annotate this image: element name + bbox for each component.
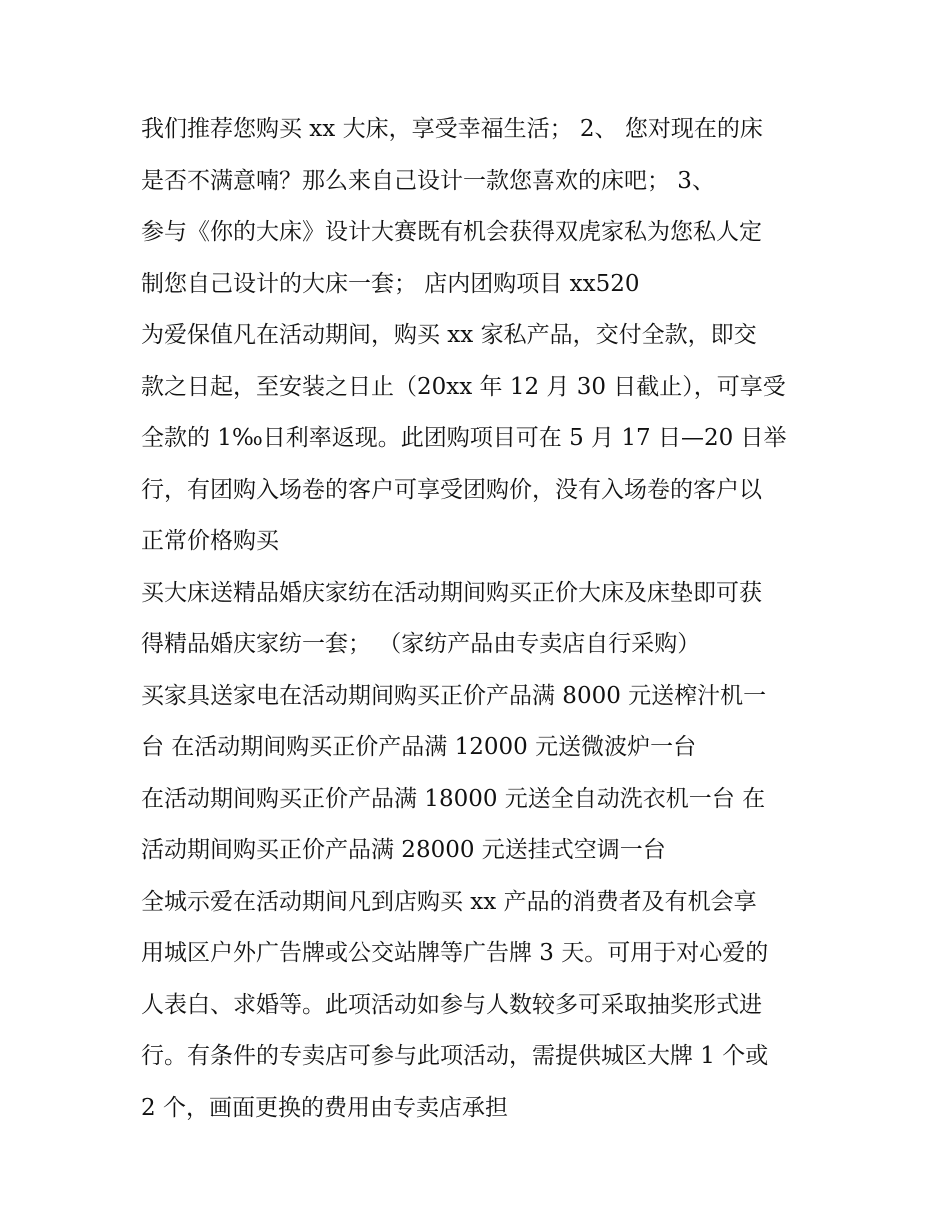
text-line: 参与《你的大床》设计大赛既有机会获得双虎家私为您私人定 [141, 219, 762, 245]
text-line: 款之日起，至安装之日止（20xx 年 12 月 30 日截止），可享受 [141, 373, 786, 400]
text-line: 是否不满意喃？那么来自己设计一款您喜欢的床吧； 3、 [141, 167, 715, 194]
text-line: 全城示爱在活动期间凡到店购买 xx 产品的消费者及有机会享 [141, 888, 757, 915]
text-line: 用城区户外广告牌或公交站牌等广告牌 3 天。可用于对心爱的 [141, 940, 769, 966]
text-line: 行。有条件的专卖店可参与此项活动，需提供城区大牌 1 个或 [141, 1043, 769, 1069]
text-line: 台 在活动期间购买正价产品满 12000 元送微波炉一台 [141, 734, 697, 760]
text-line: 得精品婚庆家纺一套； （家纺产品由专卖店自行采购） [141, 631, 701, 657]
text-line: 制您自己设计的大床一套； 店内团购项目 xx520 [141, 270, 640, 297]
text-line: 我们推荐您购买 xx 大床，享受幸福生活； 2、 您对现在的床 [141, 116, 763, 142]
text-line: 行，有团购入场卷的客户可享受团购价，没有入场卷的客户以 [141, 476, 762, 503]
text-line: 买大床送精品婚庆家纺在活动期间购买正价大床及床垫即可获 [141, 579, 762, 606]
text-line: 买家具送家电在活动期间购买正价产品满 8000 元送榨汁机一 [141, 682, 767, 709]
text-line: 为爱保值凡在活动期间，购买 xx 家私产品，交付全款，即交 [141, 322, 757, 348]
text-line: 2 个，画面更换的费用由专卖店承担 [141, 1094, 508, 1121]
text-line: 全款的 1‰日利率返现。此团购项目可在 5 月 17 日—20 日举 [141, 425, 787, 451]
text-line: 在活动期间购买正价产品满 18000 元送全自动洗衣机一台 在 [141, 785, 766, 812]
text-line: 活动期间购买正价产品满 28000 元送挂式空调一台 [141, 837, 666, 863]
document-body [141, 104, 831, 1134]
text-line: 正常价格购买 [141, 528, 279, 554]
text-line: 人表白、求婚等。此项活动如参与人数较多可采取抽奖形式进 [141, 991, 762, 1018]
